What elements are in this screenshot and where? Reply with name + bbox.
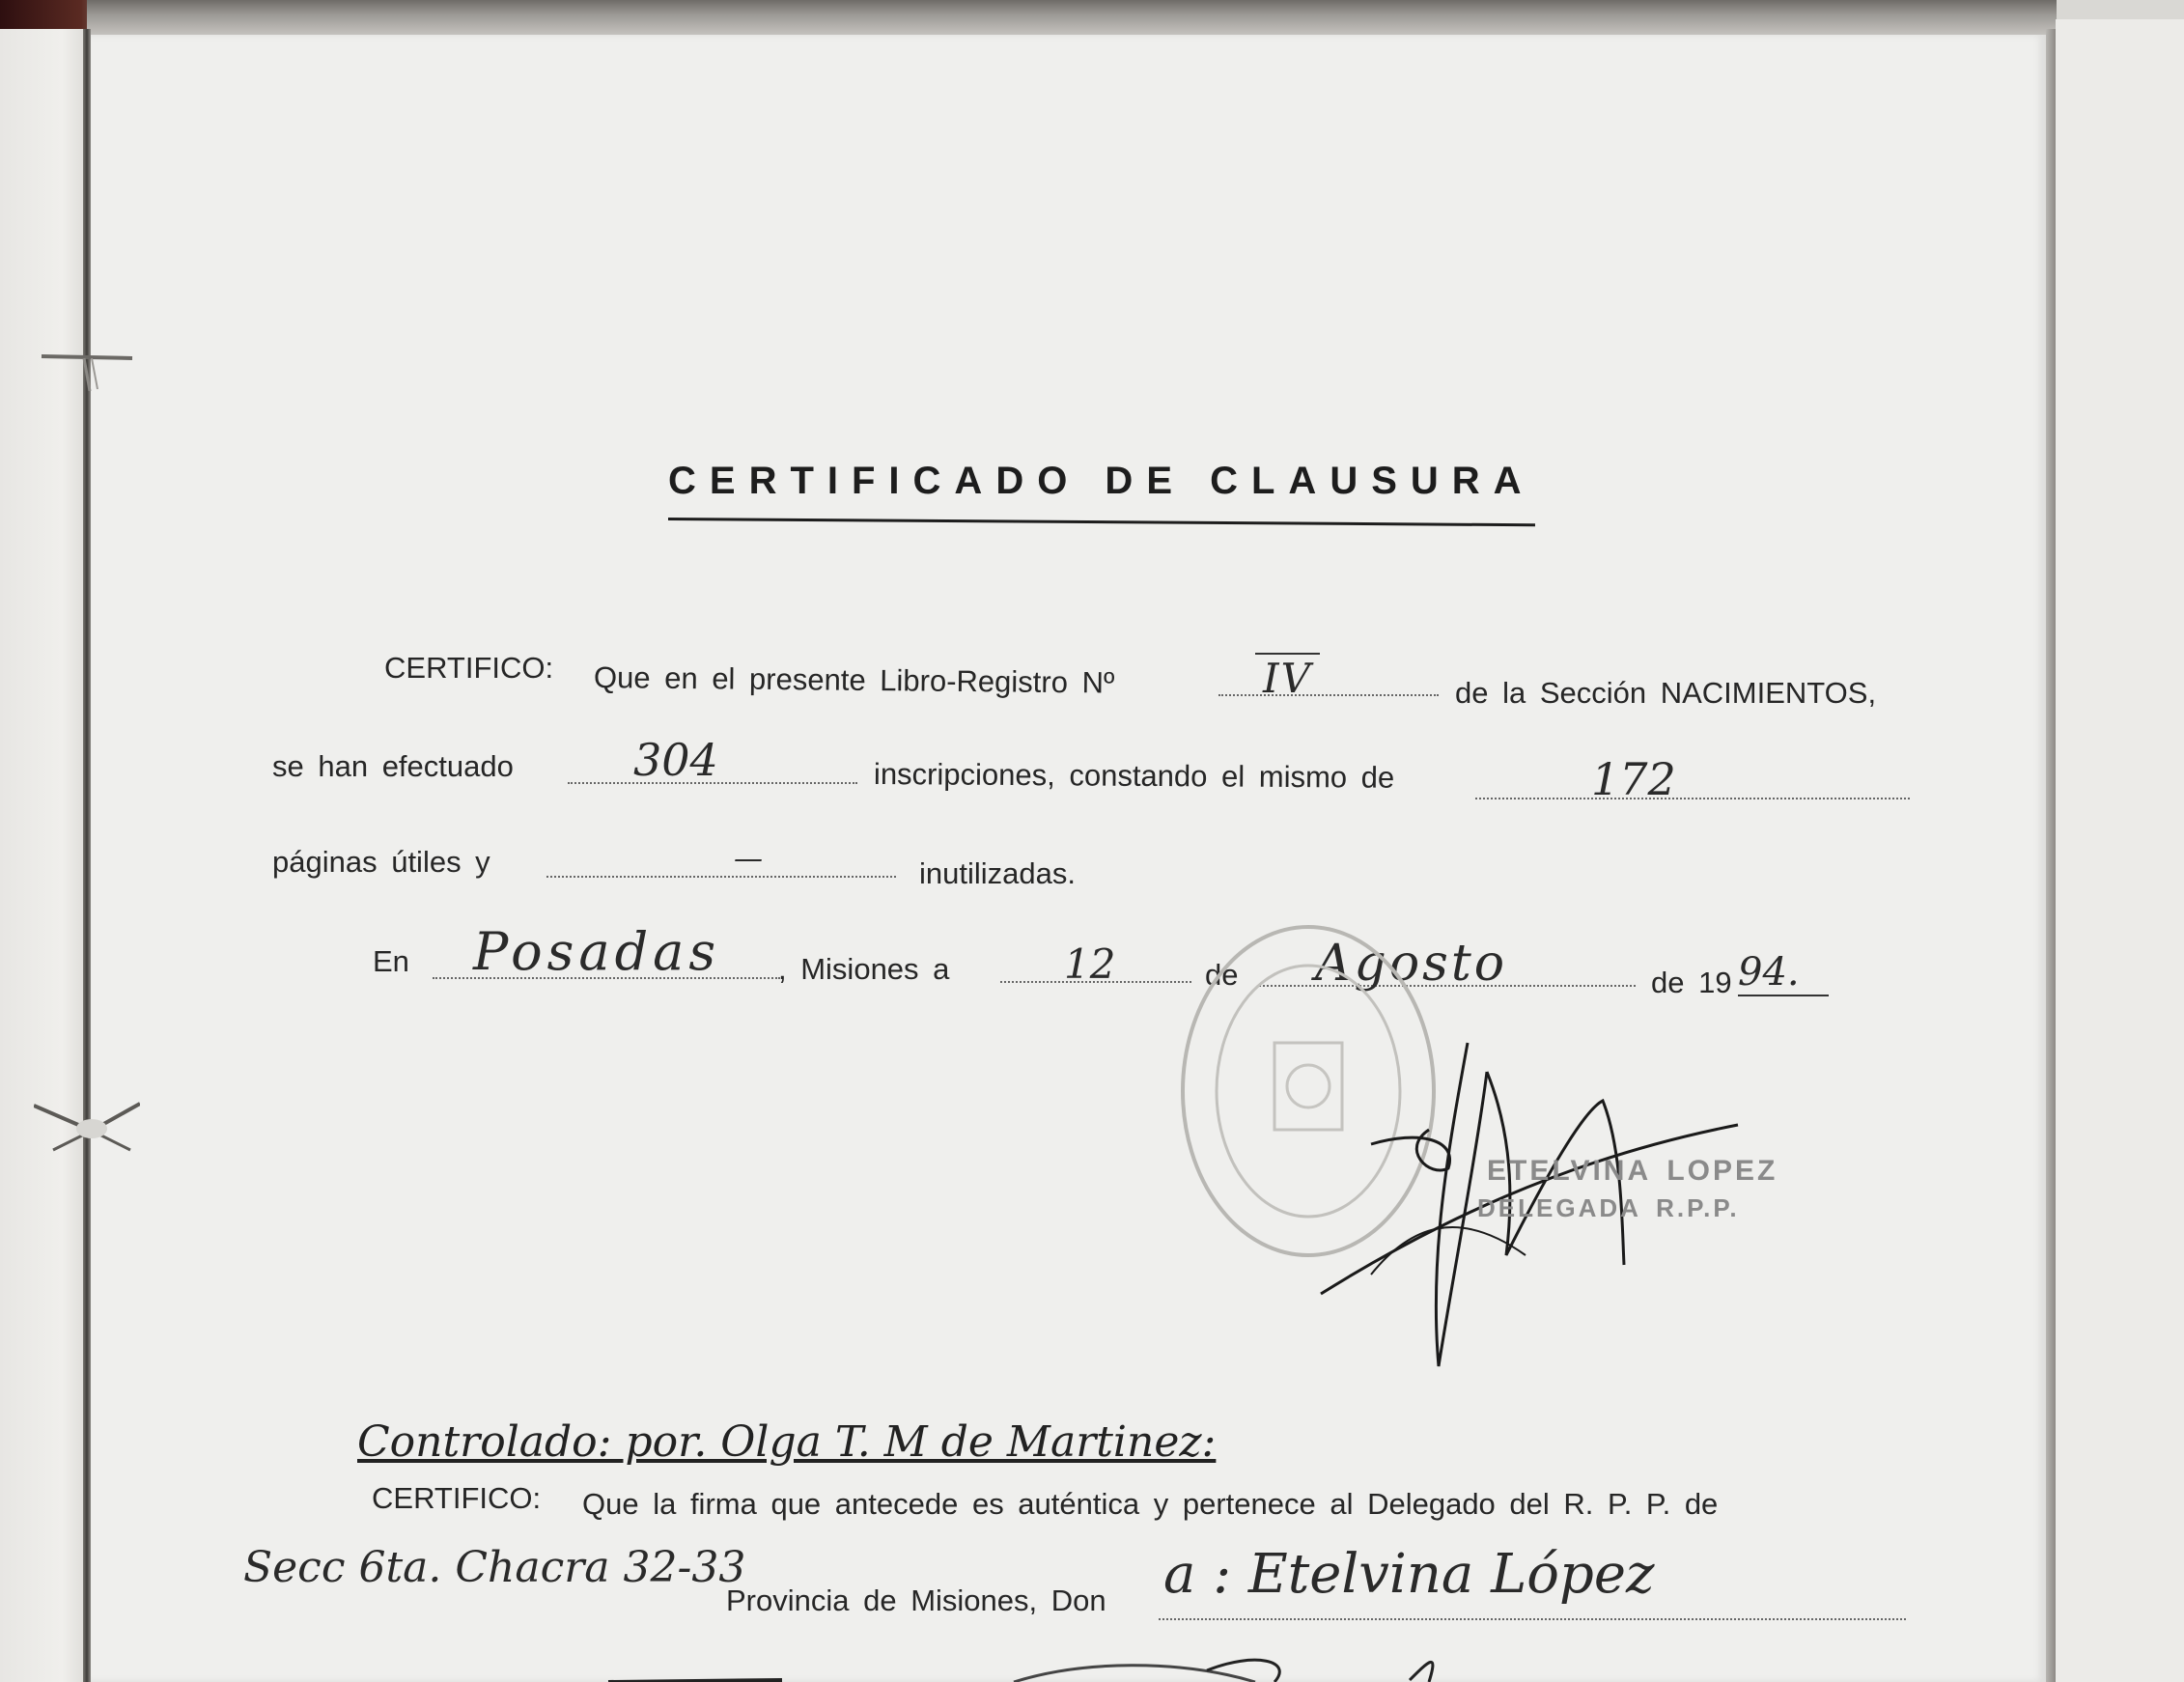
book-number-blank [1218,694,1439,696]
province-text: , Misiones a [778,952,950,986]
certifico-label-1: CERTIFICO: [384,651,554,685]
right-margin [2056,19,2184,1682]
date-de-label-1: de [1205,958,1239,992]
place-en-label: En [373,944,409,978]
line3-text-end: inutilizadas. [919,856,1076,890]
certifico-label-2: CERTIFICO: [372,1481,542,1515]
document-title: CERTIFICADO DE CLAUSURA [668,460,1535,502]
line2-text: se han efectuado [272,749,514,783]
controlado-handwritten-note: Controlado: por. Olga T. M de Martinez: [357,1417,1217,1467]
binding-staple-icon [34,1096,140,1154]
unused-pages-blank [546,876,896,878]
unused-pages-handwritten: — [734,842,763,876]
day-handwritten: 12 [1064,940,1116,988]
stamp-name-line: ETELVINA LOPEZ [1487,1155,1778,1187]
inscriptions-handwritten: 304 [633,734,718,786]
month-handwritten: Agosto [1315,935,1508,993]
page-right-edge [2046,29,2056,1682]
book-gutter [83,29,91,1682]
bottom-partial-handwriting-icon [579,1641,1931,1682]
section-handwritten: Secc 6ta. Chacra 32-33 [243,1543,746,1592]
paragraph2-line2: Provincia de Misiones, Don [726,1584,1106,1617]
stamp-title-line: DELEGADA R.P.P. [1477,1193,1740,1222]
date-de-label-2: de 19 [1651,966,1732,999]
binding-staple-icon [34,333,140,391]
left-page-edge [0,29,89,1682]
pages-handwritten: 172 [1591,753,1676,805]
year-handwritten: 94. [1738,950,1829,996]
pages-blank [1475,798,1910,799]
book-top-edge [87,0,2057,37]
line1-text-end: de la Sección NACIMIENTOS, [1455,676,1877,710]
line1-text: Que en el presente Libro-Registro Nº [593,660,1115,700]
delegate-name-handwritten: a : Etelvina López [1163,1543,1655,1606]
line2-text-mid: inscripciones, constando el mismo de [873,757,1395,795]
book-number-handwritten: IV [1255,653,1320,702]
delegate-name-blank [1159,1618,1906,1620]
paragraph2-line1: Que la firma que antecede es auténtica y pertenece al Delegado del R. P. P. de [582,1487,1719,1521]
line3-text: páginas útiles y [272,845,490,879]
city-handwritten: Posadas [473,921,721,982]
